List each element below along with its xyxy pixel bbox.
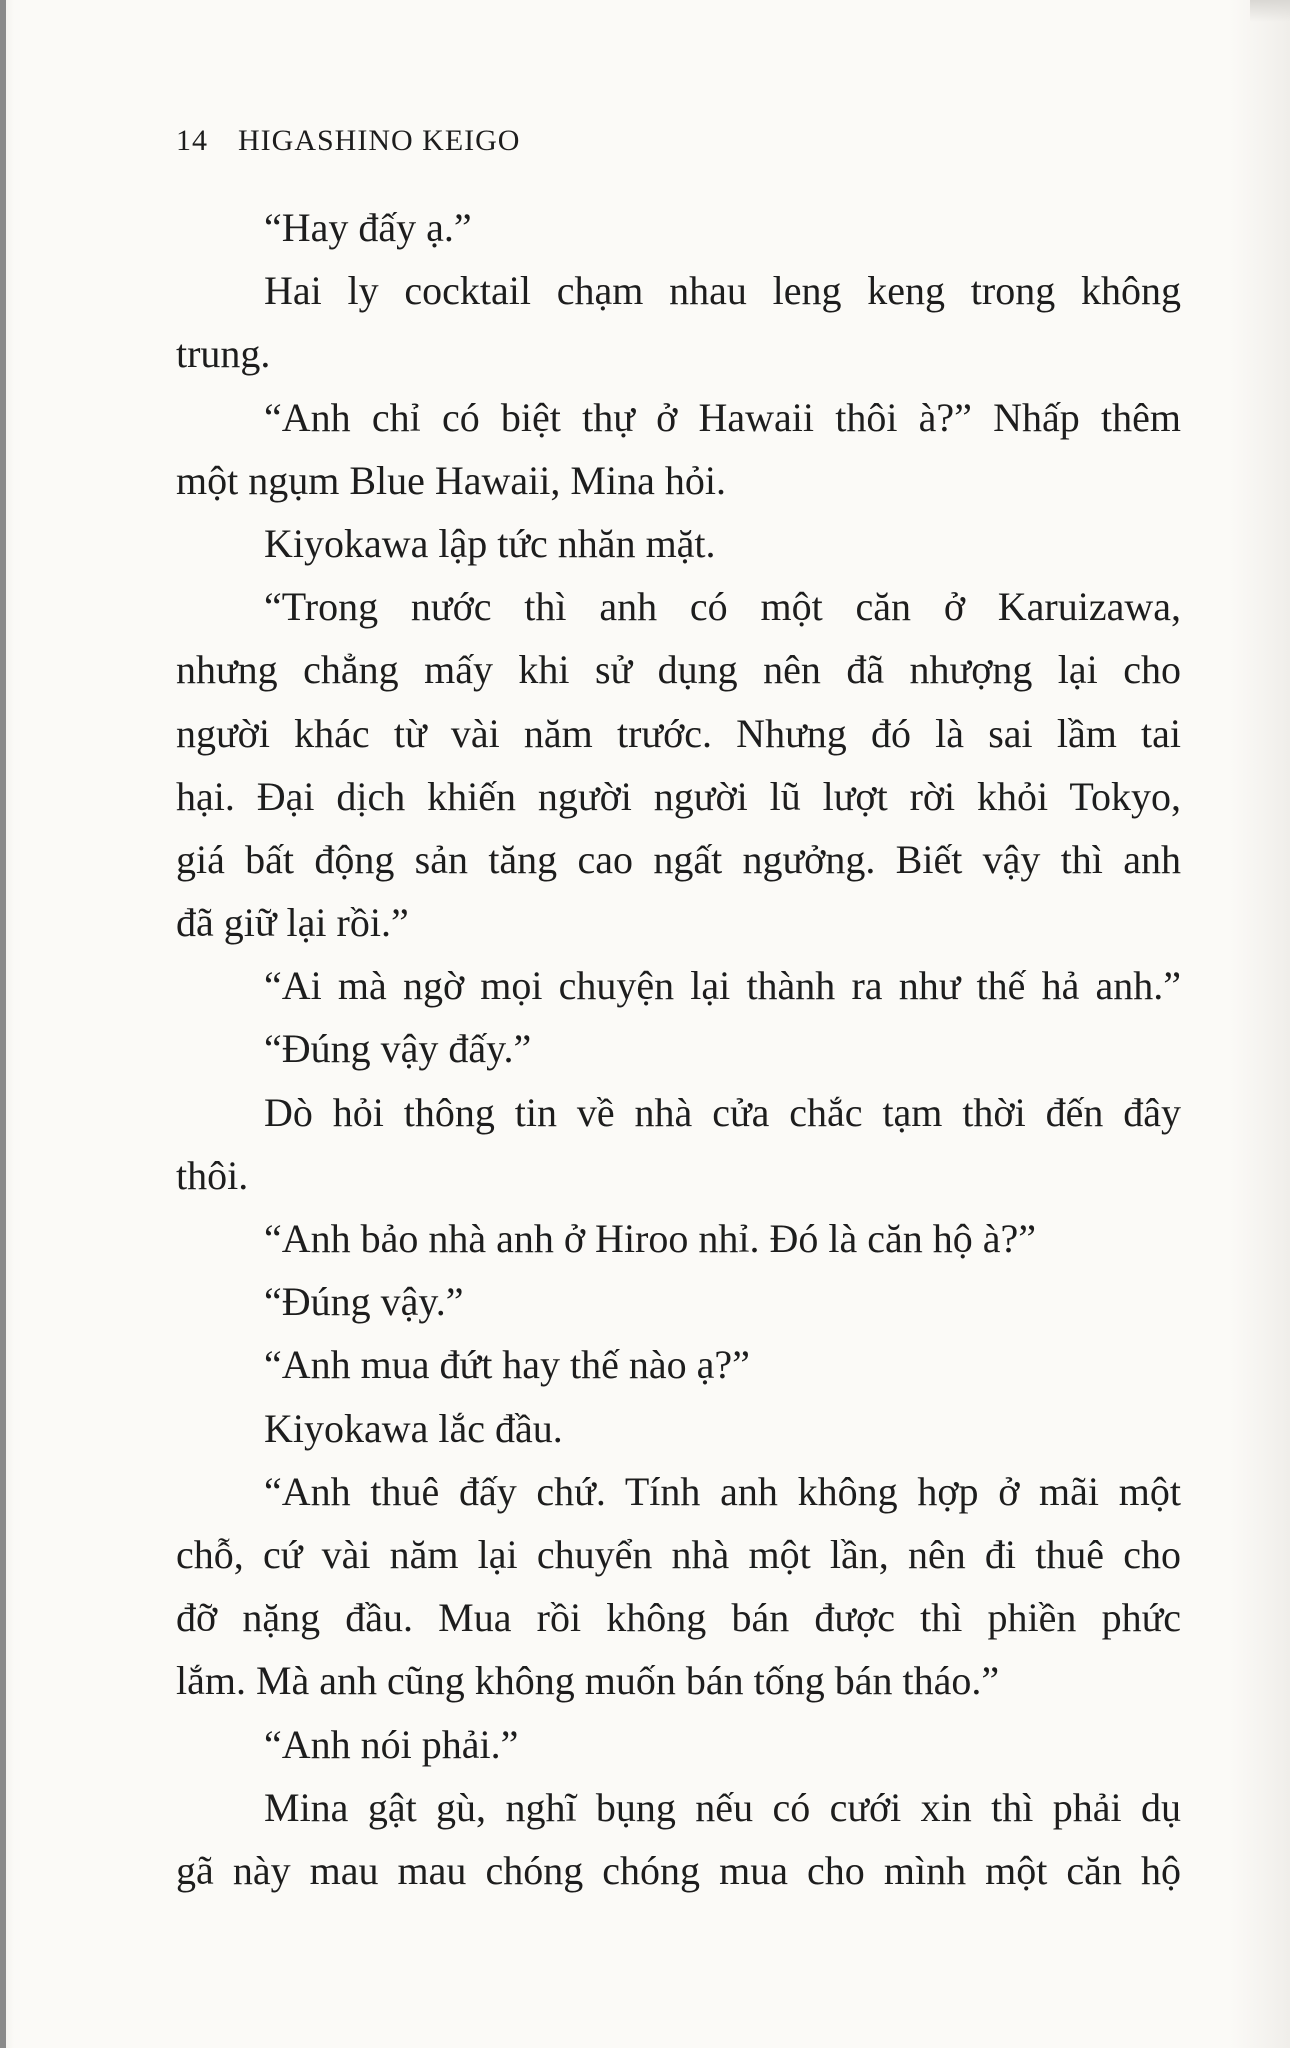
page-number: 14 — [176, 124, 208, 157]
body-text — [176, 196, 1181, 1902]
text-line: trung. — [176, 331, 271, 377]
text-line: “Đúng vậy đấy.” — [264, 1026, 532, 1072]
text-line: đã giữ lại rồi.” — [176, 900, 409, 946]
text-line: “Trong nước thì anh có một căn ở Karuizawa, — [264, 584, 1181, 630]
text-line: giá bất động sản tăng cao ngất ngưởng. Biết vậy thì anh — [176, 836, 1181, 882]
corner-shadow — [1250, 0, 1290, 22]
text-line: “Ai mà ngờ mọi chuyện lại thành ra như thế hả anh.” — [264, 963, 1181, 1009]
text-line: “Anh mua đứt hay thế nào ạ?” — [264, 1342, 750, 1388]
text-line: hại. Đại dịch khiến người người lũ lượt rời khỏi Tokyo, — [176, 773, 1181, 819]
text-line: chỗ, cứ vài năm lại chuyển nhà một lần, nên đi thuê cho — [176, 1531, 1181, 1577]
text-line: đỡ nặng đầu. Mua rồi không bán được thì phiền phức — [176, 1595, 1181, 1641]
text-line: thôi. — [176, 1152, 249, 1198]
text-line: “Anh thuê đấy chứ. Tính anh không hợp ở mãi một — [264, 1468, 1181, 1514]
text-line: Kiyokawa lắc đầu. — [264, 1405, 563, 1451]
text-line: một ngụm Blue Hawaii, Mina hỏi. — [176, 457, 726, 503]
text-line: “Hay đấy ạ.” — [264, 205, 472, 250]
text-line: “Đúng vậy.” — [264, 1279, 464, 1325]
text-line: người khác từ vài năm trước. Nhưng đó là sai lầm tai — [176, 710, 1181, 756]
text-line: “Anh nói phải.” — [264, 1721, 519, 1767]
text-line: Mina gật gù, nghĩ bụng nếu có cưới xin thì phải dụ — [264, 1784, 1181, 1830]
text-line: Hai ly cocktail chạm nhau leng keng trong không — [264, 268, 1181, 314]
text-line: “Anh chỉ có biệt thự ở Hawaii thôi à?” Nhấp thêm — [264, 394, 1181, 440]
text-line: Kiyokawa lập tức nhăn mặt. — [264, 520, 716, 566]
text-line: “Anh bảo nhà anh ở Hiroo nhỉ. Đó là căn hộ à?” — [264, 1216, 1037, 1261]
running-title: HIGASHINO KEIGO — [238, 124, 521, 157]
text-line: Dò hỏi thông tin về nhà cửa chắc tạm thời đến đây — [264, 1089, 1181, 1135]
page-edge-shadow — [0, 0, 6, 2048]
text-line: lắm. Mà anh cũng không muốn bán tống bán tháo.” — [176, 1658, 1000, 1704]
text-line: nhưng chẳng mấy khi sử dụng nên đã nhượng lại cho — [176, 647, 1181, 693]
running-header — [176, 124, 520, 158]
text-line: gã này mau mau chóng chóng mua cho mình một căn hộ — [176, 1847, 1181, 1893]
